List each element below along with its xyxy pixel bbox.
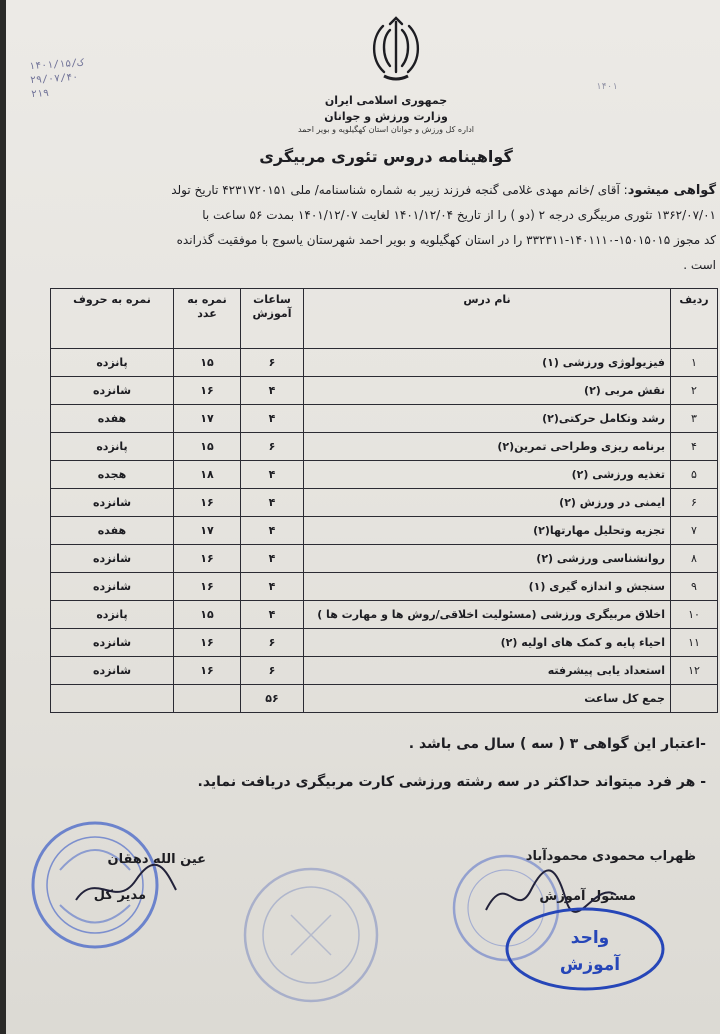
statement-line-4: است . (683, 258, 716, 272)
course-name: برنامه ریزی وطراحی تمرین(۲) (304, 433, 671, 461)
grade-words: شانزده (51, 545, 174, 573)
course-name: تغذیه ورزشی (۲) (304, 461, 671, 489)
grade-words: هفده (51, 405, 174, 433)
grade-number: ۱۷ (174, 405, 241, 433)
course-hours: ۴ (241, 489, 304, 517)
statement-lead: گواهی میشود (627, 183, 716, 198)
course-hours: ۴ (241, 405, 304, 433)
total-empty-cell (671, 685, 718, 713)
table-row (51, 433, 718, 461)
course-name: تجزیه وتحلیل مهارتها(۲) (304, 517, 671, 545)
table-row (51, 517, 718, 545)
grade-number: ۱۶ (174, 489, 241, 517)
table-row (51, 545, 718, 573)
national-emblem-icon (366, 16, 426, 84)
grade-words: پانزده (51, 433, 174, 461)
course-name: استعداد یابی پیشرفته (304, 657, 671, 685)
course-hours: ۶ (241, 657, 304, 685)
grade-number: ۱۷ (174, 517, 241, 545)
row-number: ۷ (671, 517, 718, 545)
course-name: ایمنی در ورزش (۲) (304, 489, 671, 517)
header-grade-number: نمره به عدد (174, 289, 241, 349)
total-row (51, 685, 718, 713)
total-hours: ۵۶ (241, 685, 304, 713)
course-name: روانشناسی ورزشی (۲) (304, 545, 671, 573)
handwritten-ref-3: ۲۱۹ (30, 87, 50, 101)
training-unit-stamp-icon (502, 904, 668, 994)
stamp-line-2: آموزش (559, 955, 621, 975)
grade-number: ۱۵ (174, 601, 241, 629)
statement-line-2: ۱۳۶۲/۰۷/۰۱ تئوری مربیگری درجه ۲ (دو ) را از تاریخ ۱۴۰۱/۱۲/۰۴ لغایت ۱۴۰۱/۱۲/۰۷ بمدت ۵۶ ساعت با (202, 208, 716, 222)
course-name: احیاء پایه و کمک های اولیه (۲) (304, 629, 671, 657)
director-name: عین الله دهقان (107, 852, 206, 867)
grade-words: پانزده (51, 601, 174, 629)
grade-words: هفده (51, 517, 174, 545)
training-officer-name: ظهراب محمودی محمودآباد (525, 849, 696, 864)
row-number: ۱۰ (671, 601, 718, 629)
table-header-row (51, 289, 718, 349)
course-hours: ۶ (241, 349, 304, 377)
grade-number: ۱۸ (174, 461, 241, 489)
statement-line-1: : آقای /خانم مهدی غلامی گنجه فرزند زبیر به شماره شناسنامه/ ملی ۴۲۳۱۷۲۰۱۵۱ تاریخ تولد (171, 183, 628, 197)
training-officer-title: مسئول آموزش (539, 889, 636, 904)
header-course-name: نام درس (304, 289, 671, 349)
handwritten-ref-1: ۱۴۰۱/ک/۱۵ (28, 57, 84, 73)
row-number: ۹ (671, 573, 718, 601)
row-number: ۶ (671, 489, 718, 517)
grade-words: شانزده (51, 573, 174, 601)
table-row (51, 377, 718, 405)
row-number: ۴ (671, 433, 718, 461)
ministry-seal-icon (236, 860, 386, 1010)
ministry-name: وزارت ورزش و جوانان (324, 110, 448, 123)
row-number: ۸ (671, 545, 718, 573)
statement-line-3: کد مجوز ۱۵۰۱۵۰۱۵-۱۴۰۱۱۱۰-۳۳۲۳۱۱ را در استان کهگیلویه و بویر احمد شهرستان یاسوج با موفقیت گذرانده (176, 233, 716, 247)
certificate-statement (76, 178, 716, 278)
grade-words: شانزده (51, 657, 174, 685)
table-row (51, 629, 718, 657)
country-name: جمهوری اسلامی ایران (324, 94, 448, 107)
table-row (51, 405, 718, 433)
course-hours: ۶ (241, 433, 304, 461)
course-name: اخلاق مربیگری ورزشی (مسئولیت اخلاقی/روش ها و مهارت ها ) (304, 601, 671, 629)
row-number: ۵ (671, 461, 718, 489)
grade-number: ۱۵ (174, 349, 241, 377)
course-hours: ۴ (241, 461, 304, 489)
grade-number: ۱۶ (174, 573, 241, 601)
certificate-paper (6, 0, 720, 1034)
grade-number: ۱۶ (174, 545, 241, 573)
handwritten-ref-2: ۲۹/۰۷/۴۰ (29, 71, 79, 87)
course-hours: ۴ (241, 377, 304, 405)
stamp-line-1: واحد (570, 928, 610, 948)
grade-number: ۱۵ (174, 433, 241, 461)
director-signature (66, 860, 186, 920)
total-label: جمع کل ساعت (304, 685, 671, 713)
total-empty-num (174, 685, 241, 713)
header-hours: ساعات آموزش (241, 289, 304, 349)
header-row-number: ردیف (671, 289, 718, 349)
validity-note: -اعتبار این گواهی ۳ ( سه ) سال می باشد . (408, 736, 706, 752)
table-row (51, 573, 718, 601)
table-row (51, 489, 718, 517)
grade-words: شانزده (51, 629, 174, 657)
table-row (51, 657, 718, 685)
grade-words: پانزده (51, 349, 174, 377)
grades-table (50, 288, 718, 713)
table-row (51, 601, 718, 629)
course-hours: ۴ (241, 573, 304, 601)
grade-words: شانزده (51, 489, 174, 517)
course-hours: ۶ (241, 629, 304, 657)
grade-number: ۱۶ (174, 377, 241, 405)
course-hours: ۴ (241, 545, 304, 573)
grade-words: شانزده (51, 377, 174, 405)
course-name: فیزیولوژی ورزشی (۱) (304, 349, 671, 377)
course-hours: ۴ (241, 601, 304, 629)
department-name: اداره کل ورزش و جوانان استان کهگیلویه و بویر احمد (297, 125, 474, 134)
table-row (51, 461, 718, 489)
grade-number: ۱۶ (174, 657, 241, 685)
limit-note: - هر فرد میتواند حداکثر در سه رشته ورزشی کارت مربیگری دریافت نماید. (197, 774, 706, 790)
course-name: رشد وتکامل حرکتی(۲) (304, 405, 671, 433)
handwritten-reference (29, 52, 152, 102)
grade-number: ۱۶ (174, 629, 241, 657)
grade-words: هجده (51, 461, 174, 489)
row-number: ۲ (671, 377, 718, 405)
row-number: ۱۲ (671, 657, 718, 685)
director-title: مدیر کل (93, 888, 146, 903)
row-number: ۳ (671, 405, 718, 433)
row-number: ۱ (671, 349, 718, 377)
course-name: سنجش و اندازه گیری (۱) (304, 573, 671, 601)
course-name: نقش مربی (۲) (304, 377, 671, 405)
header-grade-words: نمره به حروف (51, 289, 174, 349)
table-row (51, 349, 718, 377)
certificate-title: گواهینامه دروس تئوری مربیگری (259, 147, 513, 166)
row-number: ۱۱ (671, 629, 718, 657)
total-empty-word (51, 685, 174, 713)
handwritten-date: ۱۴۰۱ (596, 82, 618, 92)
course-hours: ۴ (241, 517, 304, 545)
